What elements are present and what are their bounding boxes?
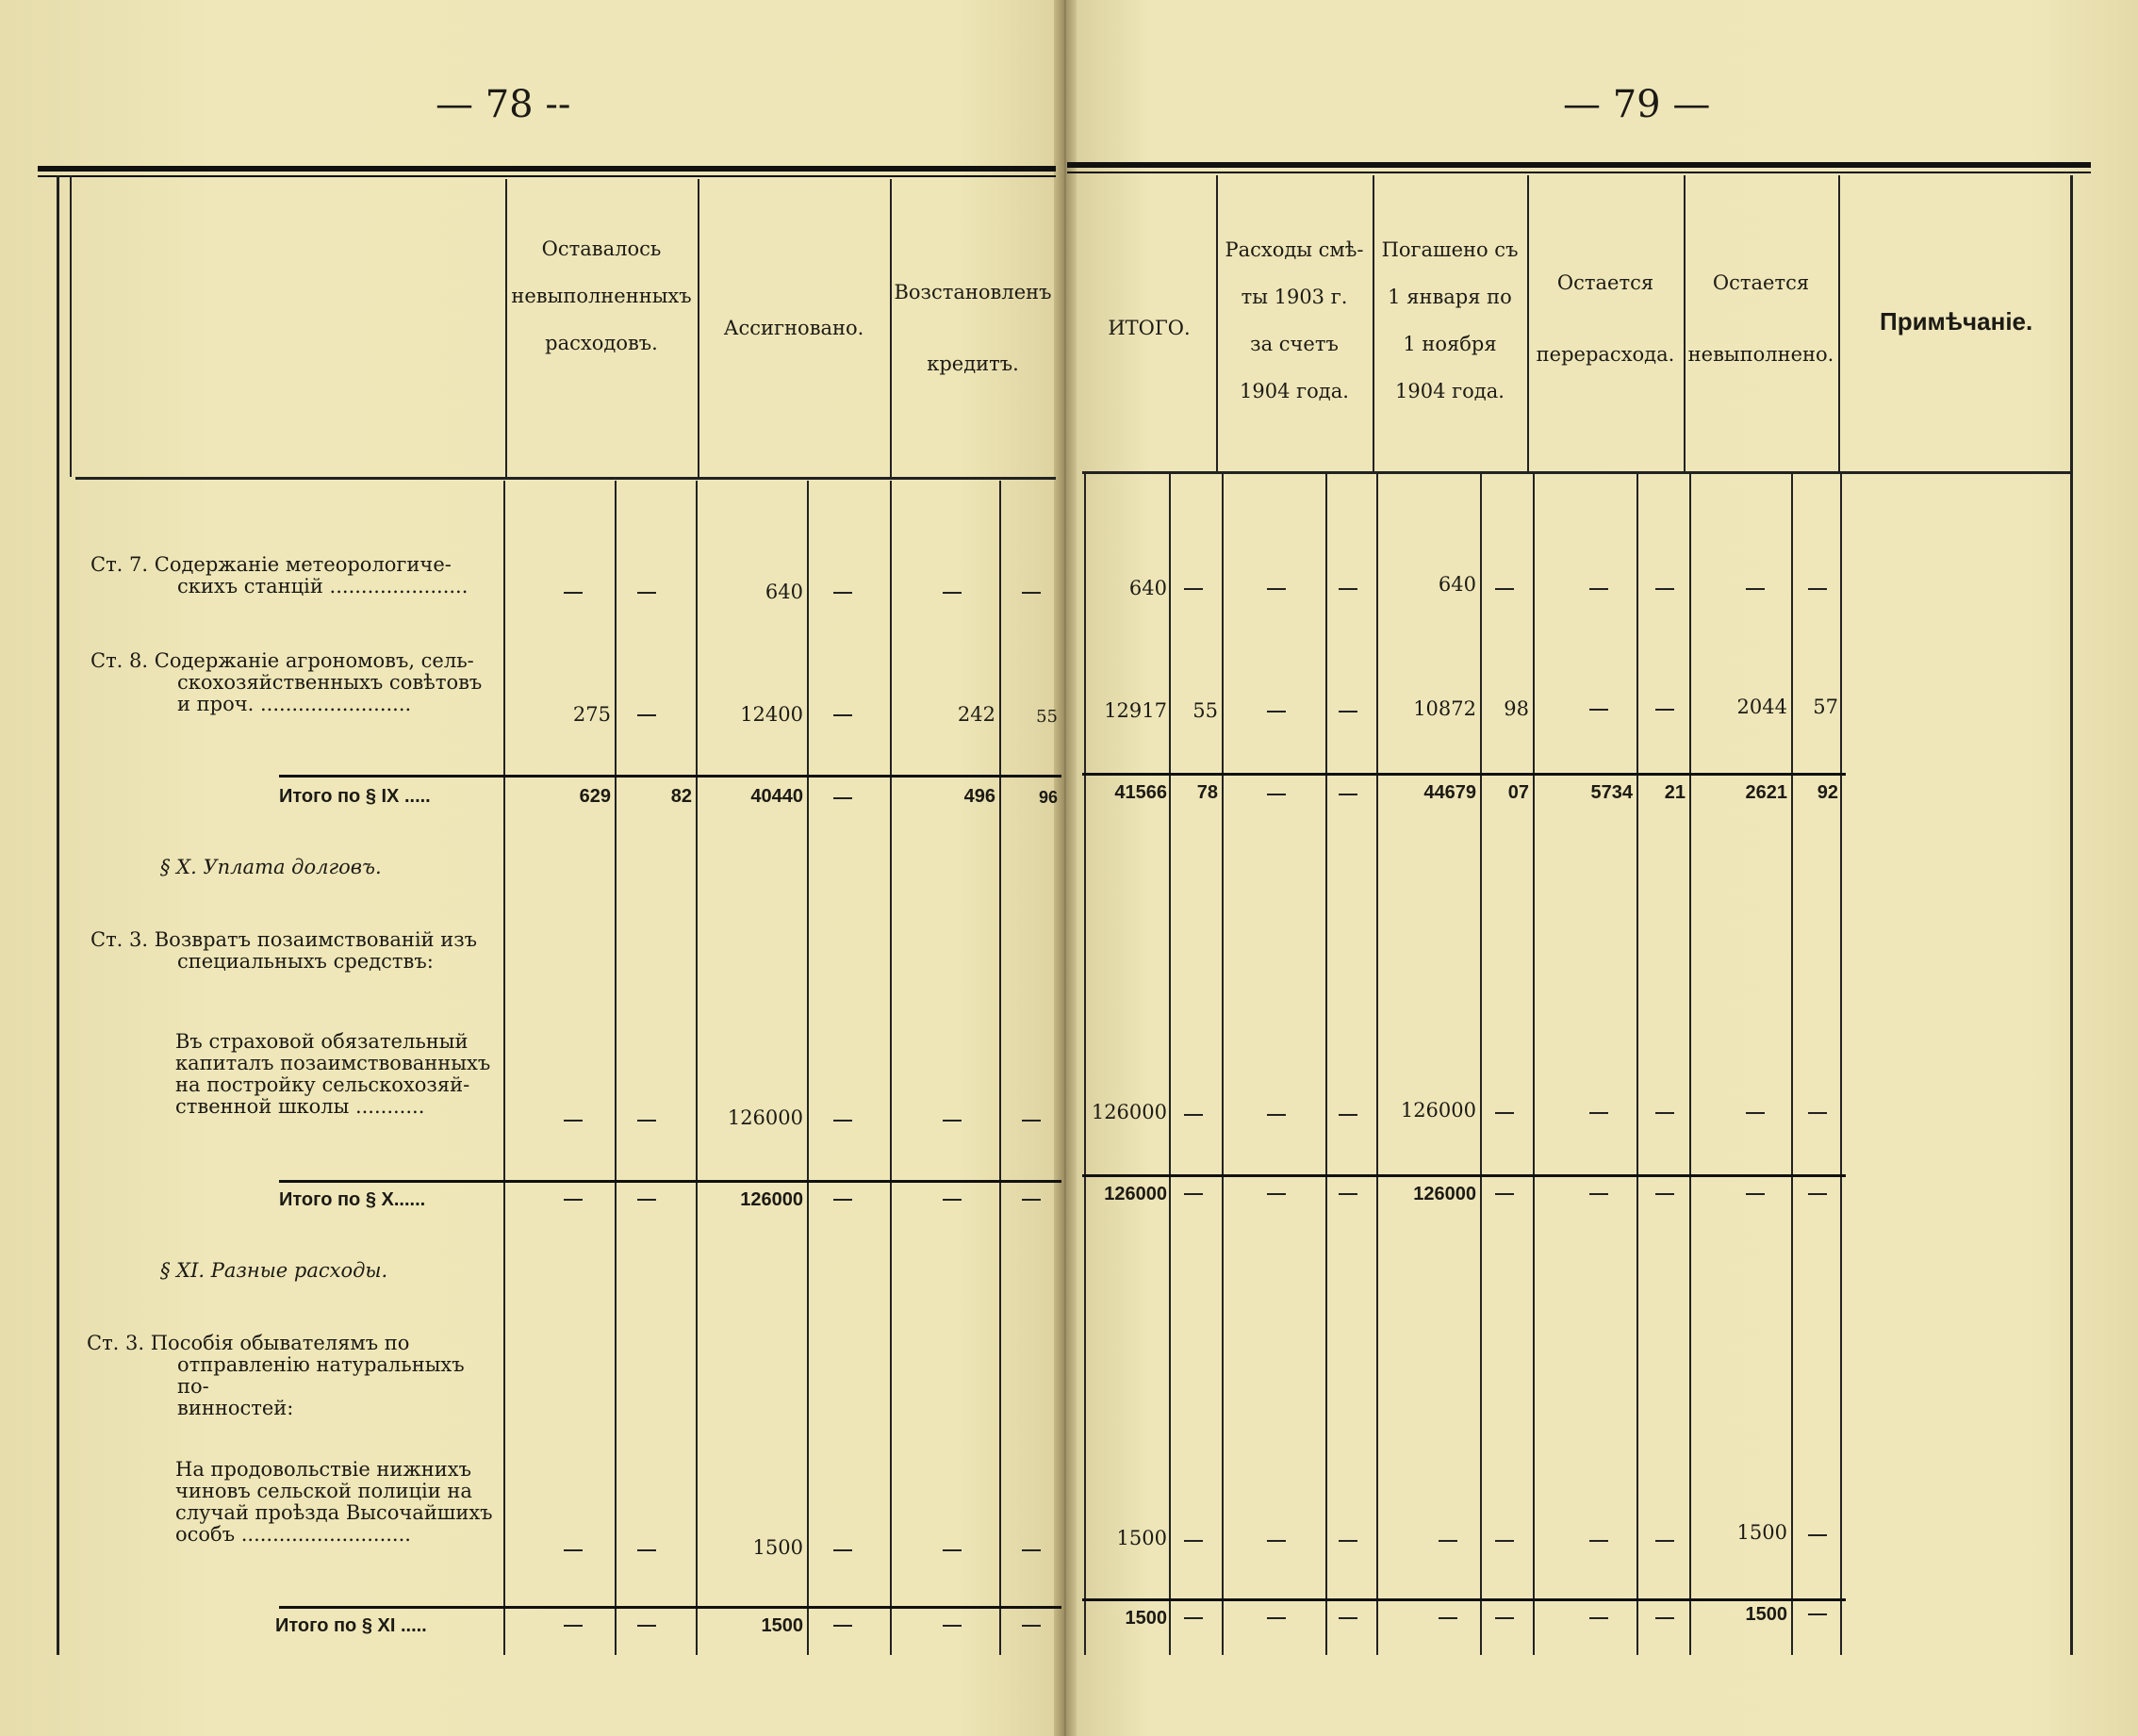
sum-rule	[279, 1180, 1061, 1183]
dash	[1495, 1193, 1514, 1195]
dash	[1339, 588, 1357, 590]
dash	[1339, 1193, 1357, 1195]
header-rule-right	[1082, 471, 2072, 474]
hdr-vozst: Возстановленъ кредитъ.	[894, 281, 1052, 375]
st3a-assign: 126000	[727, 1106, 803, 1129]
st8-nevypolneno-k: 57	[1813, 696, 1838, 718]
dash	[1267, 1193, 1286, 1195]
dash	[1655, 1193, 1674, 1195]
dash	[564, 592, 583, 594]
dash	[1022, 592, 1041, 594]
dash	[1655, 1617, 1674, 1619]
dash	[1184, 1193, 1203, 1195]
st8-pogasheno-k: 98	[1504, 697, 1529, 720]
dash	[1267, 588, 1286, 590]
dash	[564, 1549, 583, 1551]
st3a-itogo: 126000	[1091, 1101, 1167, 1123]
col-line	[1084, 471, 1086, 1655]
dash	[637, 592, 656, 594]
row-st7-label: Ст. 7. Содержаніе метеорологиче- скихъ станцій ......................	[90, 553, 469, 598]
dash	[1495, 1617, 1514, 1619]
dash	[1022, 1120, 1041, 1122]
hdr-pererashod: Остается перерасхода.	[1536, 271, 1675, 366]
st8-ostavalos: 275	[572, 703, 611, 726]
col-line	[1636, 471, 1638, 1655]
st7-pogasheno: 640	[1438, 573, 1476, 596]
total10-label: Итого по § Х......	[279, 1189, 426, 1210]
st3a-pogasheno: 126000	[1400, 1099, 1476, 1122]
book-spine	[1054, 0, 1077, 1736]
row-st3a-label: Ст. 3. Возвратъ позаимствованій изъ специальныхъ средствъ:	[90, 928, 478, 973]
dash	[1022, 1199, 1041, 1201]
dash	[564, 1625, 583, 1627]
st8-itogo-k: 55	[1192, 699, 1218, 722]
top-rule-right-thin	[1067, 172, 2091, 173]
dash	[1339, 1617, 1357, 1619]
col-line	[615, 481, 617, 1655]
st8-vozst: 242	[957, 703, 995, 726]
dash	[1808, 1112, 1827, 1114]
row-st3b-label: Ст. 3. Пособія обывателямъ по отправленію натуральныхъ по- винностей:	[87, 1332, 465, 1419]
total9-nevypolneno-k: 92	[1817, 782, 1838, 803]
total11-itogo: 1500	[1125, 1608, 1167, 1629]
dash	[1267, 794, 1286, 795]
hdr-pogasheno: Погашено съ 1 января по 1 ноября 1904 года.	[1381, 238, 1519, 402]
dash	[1339, 711, 1357, 712]
total10-pogasheno: 126000	[1413, 1184, 1476, 1204]
left-border-inner	[70, 175, 72, 477]
col-line	[1222, 471, 1224, 1655]
dash	[833, 1549, 852, 1551]
dash	[833, 592, 852, 594]
hdr-itogo: ИТОГО.	[1108, 317, 1191, 339]
dash	[637, 714, 656, 716]
dash	[833, 1120, 852, 1122]
dash	[1022, 1549, 1041, 1551]
dash	[1746, 1112, 1765, 1114]
sum-rule	[1082, 773, 1846, 776]
col-line	[999, 481, 1001, 1655]
dash	[1808, 1193, 1827, 1195]
dash	[943, 1120, 962, 1122]
total11-label: Итого по § XI .....	[275, 1615, 427, 1636]
hdr-ostavalos: Оставалось невыполненныхъ расходовъ.	[511, 237, 692, 354]
total9-pogasheno-k: 07	[1507, 782, 1529, 803]
row-st8-label: Ст. 8. Содержаніе агрономовъ, сель- скохозяйственныхъ совѣтовъ и проч. ........................	[90, 649, 483, 715]
dash	[833, 797, 852, 799]
row-st3a-sub: Въ страховой обязательный капиталъ позаимствованныхъ на постройку сельскохозяй- ственной школы ...........	[175, 1030, 491, 1118]
dash	[943, 1549, 962, 1551]
col-line	[696, 481, 698, 1655]
col-line	[1325, 471, 1327, 1655]
dash	[943, 1199, 962, 1201]
hdr-rashody: Расходы смѣ- ты 1903 г. за счетъ 1904 года.	[1225, 238, 1364, 402]
top-rule-left-thin	[38, 175, 1056, 177]
total11-nevypolneno: 1500	[1745, 1604, 1787, 1625]
dash	[943, 592, 962, 594]
dash	[833, 714, 852, 716]
dash	[637, 1549, 656, 1551]
total11-assign: 1500	[761, 1615, 803, 1636]
dash	[1655, 709, 1674, 711]
dash	[637, 1120, 656, 1122]
st8-assign: 12400	[740, 703, 803, 726]
dash	[1589, 1193, 1608, 1195]
dash	[1655, 1540, 1674, 1542]
col-line	[1840, 471, 1842, 1655]
top-rule-right	[1067, 162, 2091, 168]
col-line	[1376, 471, 1378, 1655]
col-line	[1169, 471, 1171, 1655]
st8-itogo: 12917	[1104, 699, 1167, 722]
section-11-title: § XI. Разные расходы.	[160, 1259, 388, 1282]
dash	[1589, 588, 1608, 590]
hdr-note: Примѣчаніе.	[1880, 307, 2033, 336]
hdr-col-line	[1838, 175, 1840, 473]
hdr-assign: Ассигновано.	[723, 317, 864, 339]
dash	[1808, 1613, 1827, 1615]
dash	[1495, 1112, 1514, 1114]
dash	[1022, 1625, 1041, 1627]
col-line	[890, 481, 892, 1655]
col-line	[807, 481, 809, 1655]
dash	[637, 1625, 656, 1627]
dash	[1495, 1540, 1514, 1542]
total9-label: Итого по § IX .....	[279, 786, 431, 807]
dash	[1184, 1617, 1203, 1619]
dash	[1746, 1193, 1765, 1195]
sum-rule	[1082, 1174, 1846, 1177]
total9-nevypolneno: 2621	[1745, 782, 1787, 803]
st3b-nevypolneno: 1500	[1736, 1521, 1787, 1544]
total9-itogo-k: 78	[1196, 782, 1218, 803]
total9-ostavalos-k: 82	[670, 786, 692, 807]
dash	[564, 1120, 583, 1122]
page-number-right: — 79 —	[1563, 83, 1711, 126]
col-line	[1791, 471, 1793, 1655]
col-line	[1480, 471, 1482, 1655]
dash	[833, 1199, 852, 1201]
page-number-left: — 78 --	[436, 83, 571, 126]
dash	[1184, 1540, 1203, 1542]
total10-itogo: 126000	[1104, 1184, 1167, 1204]
dash	[1589, 1112, 1608, 1114]
dash	[1339, 794, 1357, 795]
dash	[1439, 1617, 1457, 1619]
st8-pogasheno: 10872	[1413, 697, 1476, 720]
st8-vozst-k: 55	[1036, 707, 1058, 727]
header-rule-left	[75, 477, 1056, 480]
right-border	[2070, 175, 2073, 1655]
st3b-assign: 1500	[752, 1536, 803, 1559]
dash	[1495, 588, 1514, 590]
col-line	[503, 481, 505, 1655]
col-line	[1689, 471, 1691, 1655]
dash	[1655, 1112, 1674, 1114]
left-border	[57, 175, 59, 1655]
sum-rule	[1082, 1598, 1846, 1601]
total9-vozst-k: 96	[1038, 788, 1058, 807]
section-10-title: § X. Уплата долговъ.	[160, 856, 382, 878]
dash	[1655, 588, 1674, 590]
total10-assign: 126000	[740, 1189, 803, 1210]
dash	[1339, 1114, 1357, 1116]
dash	[1339, 1540, 1357, 1542]
dash	[833, 1625, 852, 1627]
total9-pererashod-k: 21	[1664, 782, 1686, 803]
dash	[1267, 1617, 1286, 1619]
total9-vozst: 496	[963, 786, 995, 807]
total9-pogasheno: 44679	[1423, 782, 1476, 803]
row-st3b-sub: На продовольствіе нижнихъ чиновъ сельской полиціи на случай проѣзда Высочайшихъ особъ ...........................	[175, 1458, 493, 1546]
dash	[1589, 709, 1608, 711]
total9-pererashod: 5734	[1590, 782, 1633, 803]
dash	[1589, 1540, 1608, 1542]
col-line	[1533, 471, 1535, 1655]
dash	[1746, 588, 1765, 590]
sum-rule	[279, 1606, 1061, 1609]
dash	[943, 1625, 962, 1627]
dash	[1267, 1540, 1286, 1542]
total9-itogo: 41566	[1114, 782, 1167, 803]
dash	[1808, 1534, 1827, 1536]
st7-assign: 640	[765, 581, 803, 603]
dash	[637, 1199, 656, 1201]
st8-nevypolneno: 2044	[1736, 696, 1787, 718]
st7-itogo: 640	[1128, 577, 1167, 599]
dash	[1184, 1114, 1203, 1116]
total9-ostavalos: 629	[579, 786, 611, 807]
total9-assign: 40440	[750, 786, 803, 807]
dash	[564, 1199, 583, 1201]
dash	[1439, 1540, 1457, 1542]
top-rule-left	[38, 166, 1056, 172]
dash	[1267, 711, 1286, 712]
dash	[1267, 1114, 1286, 1116]
dash	[1808, 588, 1827, 590]
sum-rule	[279, 775, 1061, 778]
hdr-nevypolneno: Остается невыполнено.	[1687, 271, 1834, 366]
dash	[1589, 1617, 1608, 1619]
dash	[1184, 588, 1203, 590]
st3b-itogo: 1500	[1116, 1527, 1167, 1549]
